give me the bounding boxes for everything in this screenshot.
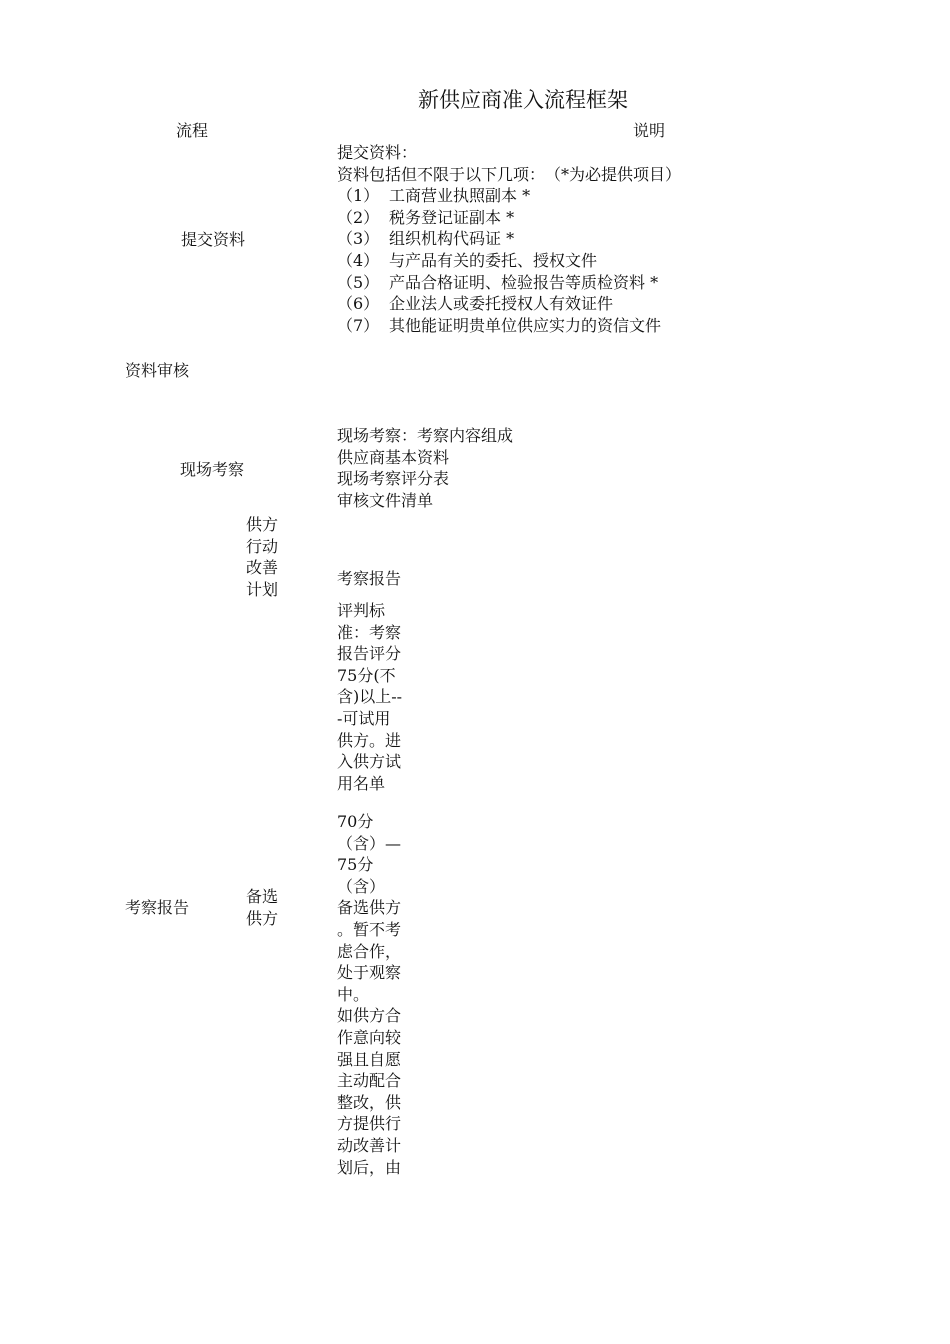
- improvement-description: 考察报告: [337, 569, 402, 588]
- backup-line: 主动配合: [337, 1071, 402, 1091]
- backup-line: 中。: [337, 984, 370, 1004]
- backup-line: 划后，由: [337, 1157, 402, 1177]
- inspection-line: 供应商基本资料: [337, 447, 450, 467]
- improvement-label-line: 计划: [246, 579, 279, 599]
- improvement-label-line: 改善: [246, 558, 279, 578]
- criteria-line: 评判标: [337, 601, 386, 620]
- criteria-line: 供方。进: [337, 730, 402, 750]
- backup-line: 75分: [337, 855, 374, 875]
- submit-item: [337, 315, 681, 337]
- submit-item: [337, 272, 681, 294]
- criteria-description: [337, 600, 417, 794]
- backup-line: 动改善计: [337, 1135, 402, 1155]
- backup-line: 备选供方: [337, 898, 402, 918]
- inspection-line: 现场考察评分表: [337, 469, 450, 489]
- submit-heading: 提交资料：: [337, 143, 418, 162]
- backup-line: 如供方合: [337, 1006, 402, 1026]
- submit-item-number: （5）: [337, 272, 380, 292]
- criteria-line: 报告评分: [337, 644, 402, 664]
- backup-line: （含）: [337, 876, 386, 896]
- inspection-description: [337, 425, 513, 511]
- step-improvement-label: [246, 514, 278, 600]
- criteria-line: 入供方试: [337, 752, 402, 772]
- backup-description: [337, 811, 417, 1178]
- submit-item: [337, 185, 681, 207]
- improvement-label-line: 供方: [246, 515, 279, 534]
- criteria-line: 含)以上--: [337, 687, 403, 707]
- submit-item-number: （7）: [337, 315, 380, 335]
- submit-item-text: 工商营业执照副本 *: [389, 186, 531, 206]
- submit-item-text: 税务登记证副本 *: [389, 207, 515, 227]
- step-submit-label: 提交资料: [181, 230, 246, 249]
- backup-line: 处于观察: [337, 963, 402, 983]
- step-report-label: 考察报告: [125, 898, 190, 917]
- backup-line: 。暂不考: [337, 919, 402, 939]
- header-flow: 流程: [176, 121, 209, 140]
- header-description: 说明: [633, 121, 666, 140]
- submit-description: [337, 142, 681, 336]
- submit-item-number: （4）: [337, 250, 380, 270]
- step-review-label: 资料审核: [125, 361, 190, 380]
- alt-supplier-label-line: 供方: [246, 908, 279, 928]
- alt-supplier-label-line: 备选: [246, 887, 279, 906]
- submit-item-text: 产品合格证明、检验报告等质检资料 *: [389, 272, 659, 292]
- submit-item: [337, 250, 681, 272]
- submit-item-text: 与产品有关的委托、授权文件: [389, 250, 598, 270]
- submit-item: [337, 293, 681, 315]
- backup-line: 强且自愿: [337, 1049, 402, 1069]
- criteria-line: -可试用: [337, 708, 391, 728]
- backup-line: 方提供行: [337, 1114, 402, 1134]
- inspection-line: 审核文件清单: [337, 490, 434, 510]
- backup-line: （含）—: [337, 833, 402, 853]
- alt-supplier-label: [246, 886, 278, 929]
- backup-line: 70分: [337, 812, 374, 831]
- submit-intro: 资料包括但不限于以下几项： （*为必提供项目）: [337, 164, 682, 184]
- criteria-line: 用名单: [337, 773, 386, 793]
- inspection-line: 现场考察：考察内容组成: [337, 426, 514, 445]
- improvement-label-line: 行动: [246, 536, 279, 556]
- submit-item-number: （6）: [337, 294, 380, 314]
- criteria-line: 准：考察: [337, 622, 402, 642]
- submit-item-text: 其他能证明贵单位供应实力的资信文件: [389, 315, 662, 335]
- submit-item-number: （1）: [337, 186, 380, 206]
- submit-item: [337, 207, 681, 229]
- step-inspection-label: 现场考察: [180, 460, 245, 479]
- submit-item-text: 组织机构代码证 *: [389, 229, 515, 249]
- submit-item: [337, 228, 681, 250]
- submit-item-text: 企业法人或委托授权人有效证件: [389, 294, 614, 314]
- backup-line: 作意向较: [337, 1027, 402, 1047]
- submit-item-number: （3）: [337, 229, 380, 249]
- page-title: 新供应商准入流程框架: [418, 88, 628, 112]
- submit-item-number: （2）: [337, 207, 380, 227]
- backup-line: 虑合作，: [337, 941, 402, 961]
- criteria-line: 75分(不: [337, 665, 396, 685]
- backup-line: 整改，供: [337, 1092, 402, 1112]
